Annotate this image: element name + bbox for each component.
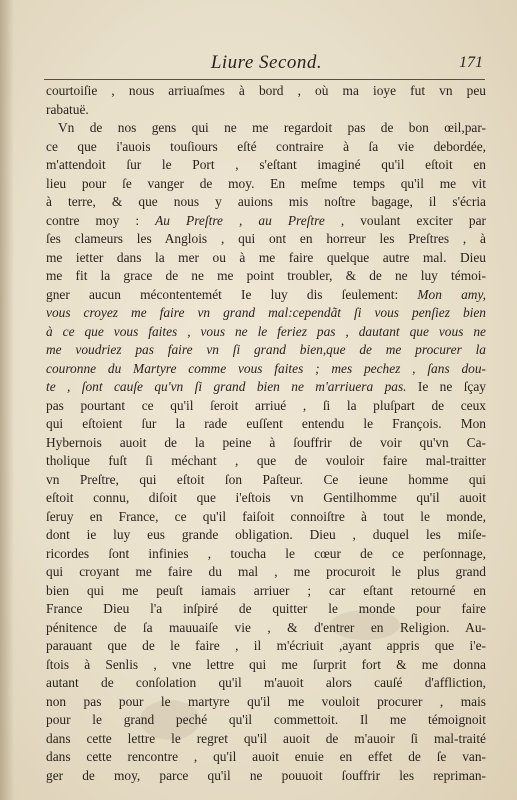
text-line: vous croyez me faire vn grand mal:cependãt ſi vous penſiez bien <box>46 305 486 320</box>
body-text <box>46 82 486 785</box>
text-line: autant de conſolation qu'il m'auoit alors cauſé d'affliction, <box>46 675 486 690</box>
text-line: gner aucun mécontentemét Ie luy dis ſeulement: Mon amy, <box>46 286 487 302</box>
text-line: ſtois à Senlis , vne lettre qui me ſurprit fort & me donna <box>46 656 486 672</box>
text-line: pas pourtant ce qu'il ſeroit arriué , ſi la pluſpart de ceux <box>46 397 486 413</box>
text-line: lieu pour ſe vanger de moy. En meſme temps qu'il me vit <box>46 175 486 191</box>
page-number: 171 <box>459 54 483 71</box>
text-line: France Dieu l'a inſpiré de quitter le monde pour faire <box>46 601 486 616</box>
running-title: Liure Second. <box>210 52 323 73</box>
text-line: à ce que vous faites , vous ne le feriez pas , dautant que vous ne <box>46 323 486 339</box>
text-line: à terre, & que nous y auions mis noſtre bagage, il s'écria <box>46 194 486 209</box>
text-line: qui croyant me faire du mal , me procuroit le plus grand <box>46 564 486 579</box>
text-line: me fit la grace de ne me point troubler, & de ne luy témoi- <box>46 268 486 283</box>
text-line: courtoiſie , nous arriuaſmes à bord , où ma ioye fut vn peu <box>46 83 486 98</box>
text-line: ſes clameurs les Anglois , qui ont en horreur les Preſtres , à <box>46 231 486 246</box>
text-line: vn Preſtre, qui eſtoit ſon Paſteur. Ce ieune homme qui <box>46 471 486 487</box>
text-line: me ietter dans la mer ou à me faire quelque autre mal. Dieu <box>46 249 486 265</box>
text-line: rabatuë. <box>46 101 89 117</box>
italic-phrase: te , ſont cauſe qu'vn ſi grand bien ne m'arriuera pas. <box>46 379 407 394</box>
text-line: ricordes ſont infinies , toucha le cœur de ce perſonnage, <box>46 545 486 561</box>
italic-phrase: Mon amy, <box>417 286 487 302</box>
text-line: parauant que de le faire , il m'écriuit ,ayant appris que i'e- <box>46 638 486 653</box>
text-line: non pas pour le martyre qu'il me vouloit procurer , mais <box>46 693 486 709</box>
text-line: dans cette lettre le regret qu'il auoit de m'auoir ſi mal-traité <box>46 730 486 746</box>
page-gutter-shadow <box>0 0 14 800</box>
text-line: ce que i'auois touſiours eſté contraire à ſa vie debordée, <box>46 138 486 154</box>
text-line: Hybernois auoit de la peine à ſouffrir de voir qu'vn Ca- <box>46 434 486 450</box>
text-line: dont ie luy eus grande obligation. Dieu , duquel les miſe- <box>46 527 486 542</box>
text-line: bien qui me peuſt iamais arriuer ; car eſtant retourné en <box>46 582 486 598</box>
page-header <box>44 52 489 78</box>
text-line: eſtoit connu, diſoit que i'eſtois vn Gentilhomme qu'il auoit <box>46 490 486 505</box>
text-line: qui eſtoient ſur la rade euſſent entendu le François. Mon <box>46 416 486 431</box>
header-rule <box>44 79 485 80</box>
text-line: te , ſont cauſe qu'vn ſi grand bien ne m'arriuera pas. Ie ne ſçay <box>46 379 486 394</box>
text-line: me voudriez pas faire vn ſi grand bien,que de me procurer la <box>46 342 486 357</box>
text-line: ſeruy en France, ce qu'il faiſoit connoiſtre à tout le monde, <box>46 508 486 524</box>
text-line: pénitence de ſa mauuaiſe vie , & d'entrer en Religion. Au- <box>46 619 486 635</box>
text-line: Vn de nos gens qui ne me regardoit pas de bon œil,par- <box>58 120 486 135</box>
text-line: couronne du Martyre comme vous faites ; mes pechez , ſans dou- <box>46 360 486 376</box>
text-line: pour le grand peché qu'il commettoit. Il me témoignoit <box>46 712 486 727</box>
italic-phrase: Au Preſtre , au Preſtre <box>155 212 325 228</box>
text-line: contre moy : Au Preſtre , au Preſtre , voulant exciter par <box>46 212 487 228</box>
text-line: dans cette rencontre , qu'il auoit enuie en effet de ſe van- <box>46 749 486 764</box>
text-line: ger de moy, parce qu'il ne pouuoit ſouffrir les repriman- <box>46 767 486 783</box>
text-line: tholique fuſt ſi méchant , que de vouloir faire mal-traitter <box>46 453 486 468</box>
text-line: m'attendoit ſur le Port , s'eſtant imaginé qu'il eſtoit en <box>46 157 486 172</box>
